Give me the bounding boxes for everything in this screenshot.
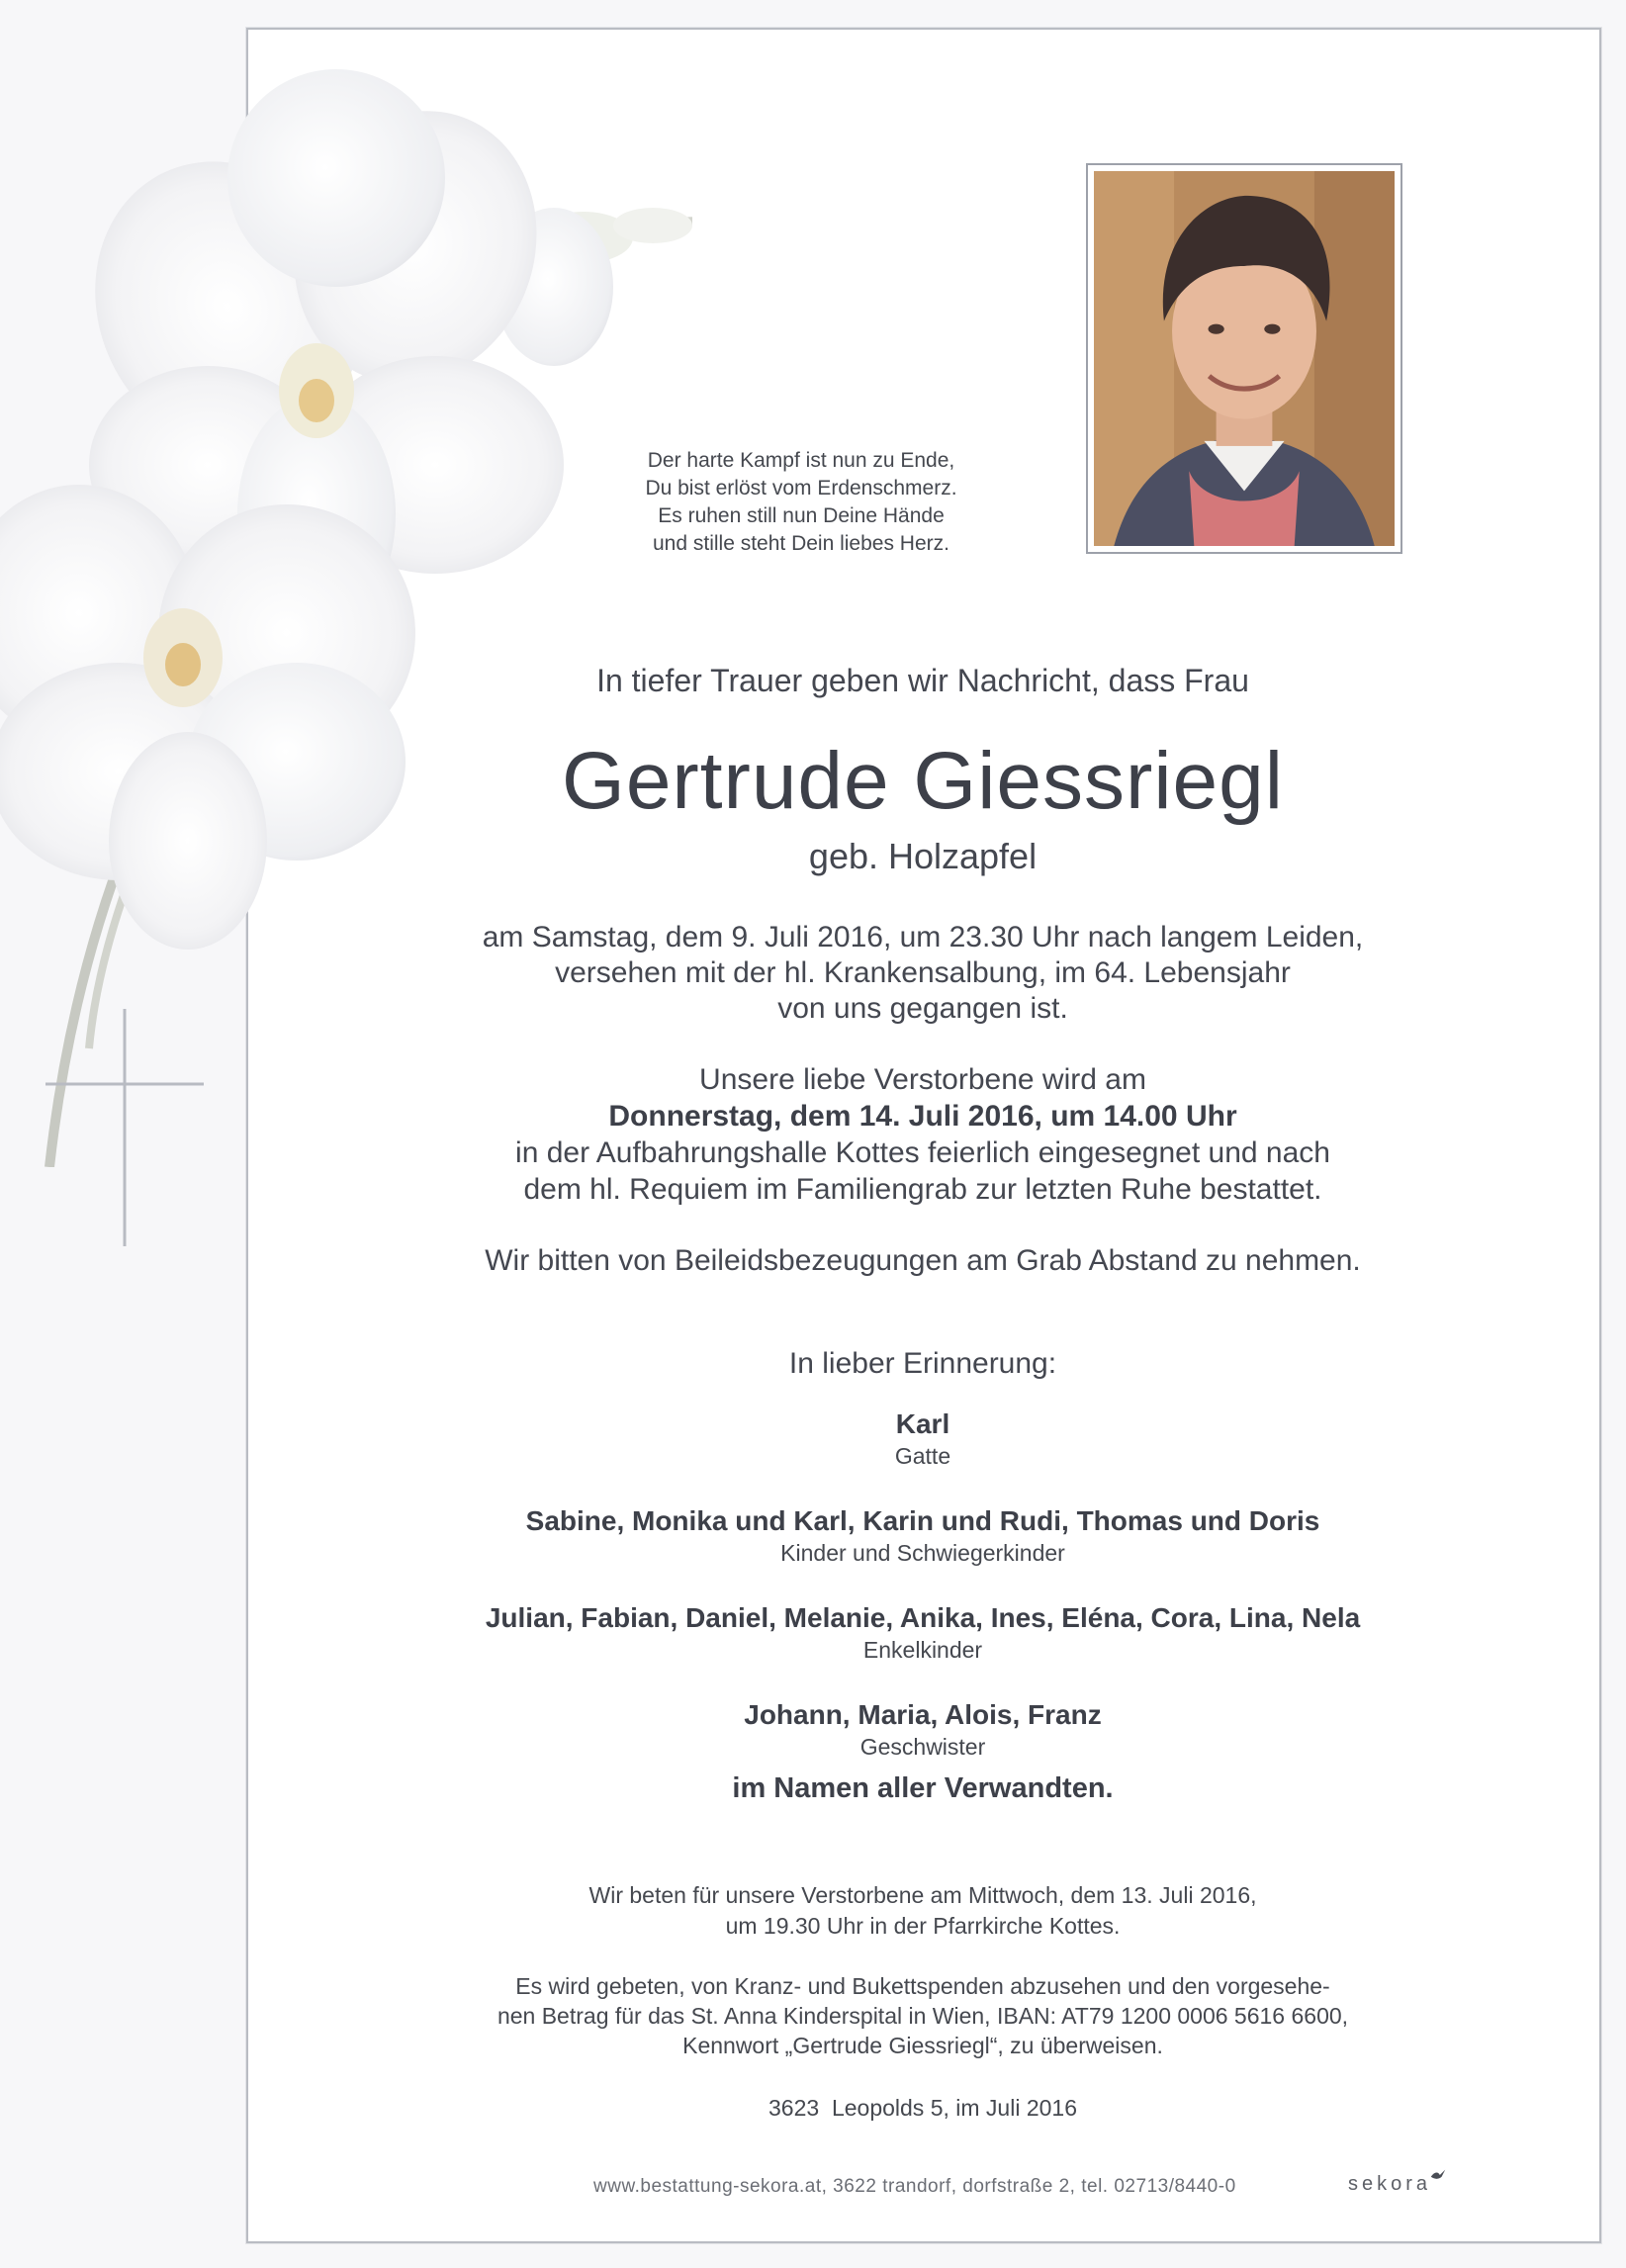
prayer-notice [247, 1880, 1598, 1942]
funeral-notice [247, 1061, 1598, 1208]
announcement-intro: In tiefer Trauer geben wir Nachricht, dass Frau [596, 663, 1249, 698]
donation-line: Kennwort „Gertrude Giessriegl“, zu überweisen. [682, 2033, 1163, 2058]
family-relation: Gatte [894, 1443, 951, 1469]
memory-heading: In lieber Erinnerung: [788, 1347, 1057, 1380]
maiden-name: geb. Holzapfel [808, 836, 1038, 876]
footer-contact: www.bestattung-sekora.at, 3622 trandorf, dorfstraße 2, tel. 02713/8440-0 [593, 2176, 1236, 2197]
logo-text: sekora [1348, 2173, 1432, 2195]
family-relation: Enkelkinder [862, 1637, 983, 1663]
poem-line: Der harte Kampf ist nun zu Ende, [647, 449, 955, 472]
family-names: Karl [895, 1408, 950, 1439]
funeral-line: dem hl. Requiem im Familiengrab zur letzten Ruhe bestattet. [523, 1173, 1322, 1206]
funeral-date [247, 1098, 1598, 1134]
funeral-line: Unsere liebe Verstorbene wird am [699, 1063, 1146, 1096]
family-names: Johann, Maria, Alois, Franz [744, 1699, 1102, 1730]
poem-line: Es ruhen still nun Deine Hände [658, 504, 945, 527]
funeral-date-bold: Donnerstag, dem 14. Juli 2016, um 14.00 Uhr [608, 1100, 1237, 1133]
funeral-line: in der Aufbahrungshalle Kottes feierlich eingesegnet und nach [515, 1136, 1330, 1169]
poem-line: Du bist erlöst vom Erdenschmerz. [645, 477, 957, 499]
cross-icon [45, 1009, 204, 1246]
donation-line: Es wird gebeten, von Kranz- und Bukettspenden abzusehen und den vorgesehe- [515, 1973, 1330, 1999]
family-list [247, 1406, 1598, 1794]
donation-line: nen Betrag für das St. Anna Kinderspital in Wien, IBAN: AT79 1200 0006 5616 6600, [497, 2003, 1349, 2029]
deceased-name: Gertrude Giessriegl [562, 736, 1284, 826]
family-group [247, 1406, 1598, 1470]
family-relation: Kinder und Schwiegerkinder [780, 1540, 1065, 1566]
death-notice [247, 920, 1598, 1027]
poem-line: und stille steht Dein liebes Herz. [653, 532, 949, 555]
prayer-line: um 19.30 Uhr in der Pfarrkirche Kottes. [725, 1913, 1121, 1939]
memorial-poem [593, 447, 1009, 558]
donation-notice [247, 1971, 1598, 2060]
all-relatives: im Namen aller Verwandten. [732, 1772, 1114, 1804]
sekora-logo [1348, 2169, 1447, 2205]
death-line: am Samstag, dem 9. Juli 2016, um 23.30 Uhr nach langem Leiden, [482, 921, 1364, 953]
prayer-line: Wir beten für unsere Verstorbene am Mittwoch, dem 13. Juli 2016, [588, 1882, 1257, 1908]
death-line: von uns gegangen ist. [777, 992, 1068, 1025]
family-group [247, 1503, 1598, 1567]
place-date: 3623 Leopolds 5, im Juli 2016 [768, 2095, 1077, 2121]
death-line: versehen mit der hl. Krankensalbung, im 64. Lebensjahr [555, 956, 1291, 989]
family-names: Sabine, Monika und Karl, Karin und Rudi, Thomas und Doris [525, 1505, 1320, 1536]
portrait-photo [1086, 163, 1402, 554]
family-relation: Geschwister [859, 1734, 986, 1760]
family-group [247, 1600, 1598, 1664]
family-group [247, 1697, 1598, 1761]
family-names: Julian, Fabian, Daniel, Melanie, Anika, Ines, Eléna, Cora, Lina, Nela [485, 1602, 1361, 1633]
condolence-note: Wir bitten von Beileidsbezeugungen am Grab Abstand zu nehmen. [485, 1244, 1361, 1277]
bird-icon [1429, 2167, 1447, 2183]
portrait-image [1094, 171, 1395, 546]
